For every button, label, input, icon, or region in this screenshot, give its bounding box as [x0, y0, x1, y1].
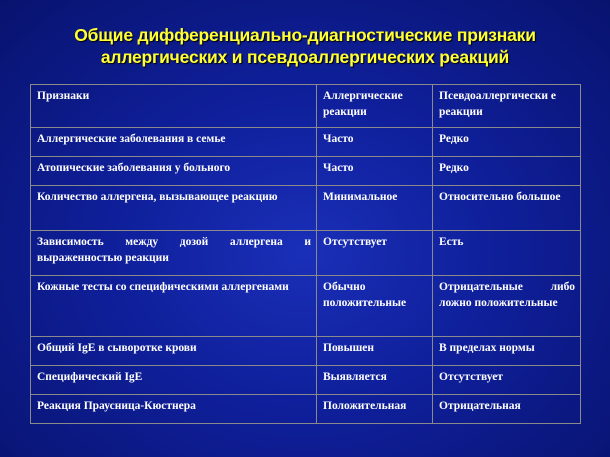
cell-feature: Реакция Праусница-Кюстнера [31, 395, 317, 424]
slide-title [0, 24, 610, 68]
cell-pseudo: Отрицательные либо ложно положительные [433, 276, 581, 337]
cell-feature: Атопические заболевания у больного [31, 157, 317, 186]
slide-title-line-1: Общие дифференциально-диагностические признаки [74, 25, 536, 45]
cell-feature: Зависимость между дозой аллергена и выраженностью реакции [31, 231, 317, 276]
cell-pseudo: В пределах нормы [433, 337, 581, 366]
cell-pseudo: Отрицательная [433, 395, 581, 424]
header-cell-features: Признаки [31, 85, 317, 128]
cell-feature: Общий IgE в сыворотке крови [31, 337, 317, 366]
table-row [31, 366, 581, 395]
cell-pseudo: Относительно большое [433, 186, 581, 231]
cell-allergic: Отсутствует [317, 231, 433, 276]
table-row [31, 276, 581, 337]
cell-pseudo: Редко [433, 128, 581, 157]
header-cell-pseudo: Псевдоаллергически е реакции [433, 85, 581, 128]
comparison-table-container [30, 84, 580, 424]
table-row [31, 337, 581, 366]
cell-feature: Кожные тесты со специфическими аллергенами [31, 276, 317, 337]
cell-allergic: Минимальное [317, 186, 433, 231]
cell-pseudo: Редко [433, 157, 581, 186]
cell-feature: Количество аллергена, вызывающее реакцию [31, 186, 317, 231]
table-row [31, 157, 581, 186]
cell-pseudo: Есть [433, 231, 581, 276]
header-cell-allergic: Аллергические реакции [317, 85, 433, 128]
slide-title-line-2: аллергических и псевдоаллергических реакций [100, 47, 510, 67]
cell-allergic: Выявляется [317, 366, 433, 395]
table-header-row [31, 85, 581, 128]
table-row [31, 128, 581, 157]
table-row [31, 231, 581, 276]
cell-allergic: Положительная [317, 395, 433, 424]
cell-feature: Аллергические заболевания в семье [31, 128, 317, 157]
cell-allergic: Обычно положительные [317, 276, 433, 337]
cell-allergic: Часто [317, 157, 433, 186]
cell-allergic: Часто [317, 128, 433, 157]
cell-feature: Специфический IgE [31, 366, 317, 395]
cell-pseudo: Отсутствует [433, 366, 581, 395]
table-row [31, 395, 581, 424]
cell-allergic: Повышен [317, 337, 433, 366]
table-row [31, 186, 581, 231]
comparison-table [30, 84, 581, 424]
